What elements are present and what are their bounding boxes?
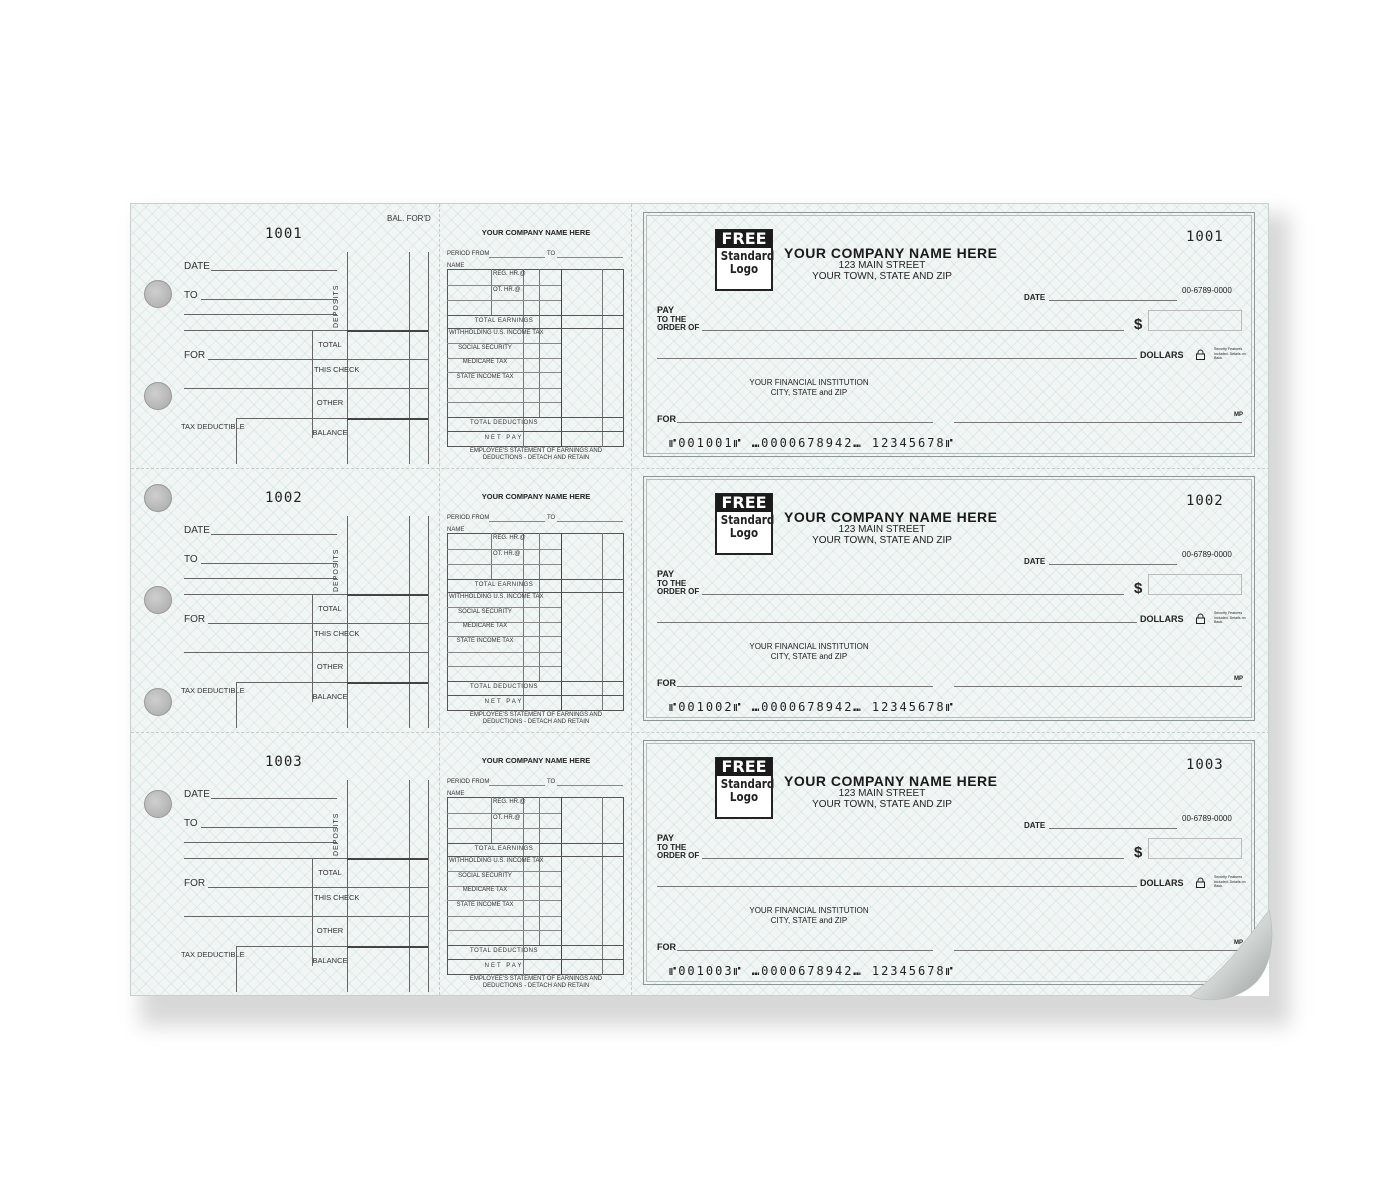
stub-total-label: TOTAL: [318, 340, 342, 349]
voucher-net-pay: NET PAY: [484, 435, 524, 441]
voucher-grid-line: [561, 797, 562, 975]
stub-rule: [312, 916, 428, 917]
free-standard-logo: [715, 757, 773, 819]
security-features-note: Security Features Included. Details on Back.: [1214, 347, 1246, 360]
voucher-medicare: MEDICARE TAX: [462, 623, 508, 629]
voucher-grid-line: [447, 343, 561, 344]
check-date-line: [1049, 564, 1177, 565]
binder-hole: [144, 484, 172, 512]
voucher-period-line: [489, 785, 545, 786]
payee-line: [702, 330, 1124, 331]
stub-total-label: TOTAL: [318, 868, 342, 877]
bal-ford-label: BAL. FOR'D: [387, 214, 431, 223]
check-sheet: [130, 203, 1269, 996]
voucher-company-name: YOUR COMPANY NAME HERE: [481, 228, 591, 237]
stub-rule: [312, 623, 428, 624]
stub-date-label: DATE: [184, 525, 210, 536]
voucher-grid-line: [447, 813, 561, 814]
stub-to-line: [201, 563, 337, 564]
voucher-period-line: [557, 257, 623, 258]
voucher-medicare: MEDICARE TAX: [462, 359, 508, 365]
voucher-grid-line: [491, 797, 492, 843]
check-pay-label: PAY: [657, 305, 675, 315]
stub-to-label: TO: [184, 818, 198, 829]
voucher-period-line: [557, 785, 623, 786]
stub-col-line: [428, 516, 429, 728]
check-address-line-1: 123 MAIN STREET: [838, 260, 926, 271]
voucher-company-name: YOUR COMPANY NAME HERE: [481, 756, 591, 765]
stub-rule: [312, 887, 428, 888]
stub-for-line: [208, 623, 312, 624]
padlock-icon: [1196, 347, 1205, 358]
voucher-statement: EMPLOYEE'S STATEMENT OF EARNINGS AND DEDUCTIONS - DETACH AND RETAIN: [469, 976, 603, 989]
stub-balance-label: BALANCE: [312, 692, 348, 701]
voucher-grid-line: [447, 607, 561, 608]
check-date-line: [1049, 828, 1177, 829]
stub-for-line-2: [184, 652, 312, 653]
check-row: [131, 204, 1269, 468]
stub-to-line: [201, 299, 337, 300]
stub-rule-heavy: [347, 946, 428, 948]
stub-check-number: 1003: [265, 754, 303, 770]
voucher-name-label: NAME: [447, 791, 465, 797]
page-curl: [1190, 910, 1290, 1006]
voucher-medicare: MEDICARE TAX: [462, 887, 508, 893]
check-row: [131, 468, 1269, 732]
voucher-grid-line: [447, 856, 624, 857]
payee-line: [702, 594, 1124, 595]
check-row: [131, 732, 1269, 996]
micr-line: ⑈001001⑈ ⑉0000678942⑉ 12345678⑈: [669, 436, 955, 450]
voucher-grid-line: [447, 285, 561, 286]
voucher-grid-line: [447, 417, 624, 418]
memo-line: [677, 950, 933, 951]
check-order-of-label: ORDER OF: [657, 323, 700, 332]
stub-col-line: [428, 780, 429, 992]
voucher-grid-line: [447, 666, 561, 667]
voucher-grid-line: [447, 916, 561, 917]
voucher-reg-hr: REG. HR.@: [493, 799, 526, 805]
stub-rule-heavy: [347, 418, 428, 420]
bank-name: YOUR FINANCIAL INSTITUTION: [749, 906, 869, 915]
check-address-line-2: YOUR TOWN, STATE AND ZIP: [812, 271, 952, 282]
voucher-period-from: PERIOD FROM: [447, 251, 490, 257]
bank-name: YOUR FINANCIAL INSTITUTION: [749, 378, 869, 387]
check-to-the-label: TO THE: [657, 579, 687, 588]
check-date-label: DATE: [1024, 293, 1046, 302]
voucher-grid-line: [447, 945, 624, 946]
voucher-reg-hr: REG. HR.@: [493, 535, 526, 541]
voucher-grid-line: [447, 402, 561, 403]
security-features-note: Security Features Included. Details on Back.: [1214, 875, 1246, 888]
voucher-statement: EMPLOYEE'S STATEMENT OF EARNINGS AND DEDUCTIONS - DETACH AND RETAIN: [469, 448, 603, 461]
signature-line: [954, 422, 1242, 423]
binder-hole: [144, 790, 172, 818]
voucher-grid-line: [602, 797, 603, 975]
voucher-name-label: NAME: [447, 527, 465, 533]
logo-free-text: FREE: [716, 758, 772, 776]
check-number: 1001: [1186, 229, 1224, 245]
stub-other-label: OTHER: [316, 662, 344, 671]
stub-for-line: [208, 359, 312, 360]
voucher-grid-line: [447, 828, 561, 829]
voucher-grid-line: [447, 652, 561, 653]
dollar-sign: $: [1134, 316, 1143, 333]
stub-date-line: [211, 534, 337, 535]
stub-for-line-2: [184, 916, 312, 917]
deposits-label: DEPOSITS: [333, 284, 340, 328]
stub-col-line: [312, 330, 313, 438]
voucher-grid-line: [447, 900, 561, 901]
voucher-statement: EMPLOYEE'S STATEMENT OF EARNINGS AND DEDUCTIONS - DETACH AND RETAIN: [469, 712, 603, 725]
stub-tax-deductible-label: TAX DEDUCTIBLE: [181, 950, 245, 959]
check-company-name: YOUR COMPANY NAME HERE: [784, 245, 998, 261]
stub-for-label: FOR: [184, 614, 206, 625]
check-pay-label: PAY: [657, 569, 675, 579]
voucher-period-to: TO: [547, 251, 556, 257]
stub-to-label: TO: [184, 554, 198, 565]
voucher-grid-line: [447, 549, 561, 550]
padlock-icon: [1196, 611, 1205, 622]
logo-logo-text: Logo: [729, 262, 759, 276]
voucher-ot-hr: OT. HR.@: [493, 815, 521, 821]
voucher-company-name: YOUR COMPANY NAME HERE: [481, 492, 591, 501]
voucher-period-line: [489, 521, 545, 522]
bank-city: CITY, STATE and ZIP: [770, 388, 848, 397]
stub-rule-heavy: [347, 594, 428, 596]
stub-to-label: TO: [184, 290, 198, 301]
check-to-the-label: TO THE: [657, 315, 687, 324]
voucher-grid-line: [491, 533, 492, 579]
dollar-sign: $: [1134, 844, 1143, 861]
stub-col-line: [428, 252, 429, 464]
voucher-period-to: TO: [547, 515, 556, 521]
stub-balance-label: BALANCE: [312, 956, 348, 965]
check-routing-fraction: 00-6789-0000: [1182, 550, 1232, 559]
payee-line: [702, 858, 1124, 859]
amount-words-line: [657, 622, 1137, 623]
voucher-grid-line: [447, 564, 561, 565]
voucher-ot-hr: OT. HR.@: [493, 551, 521, 557]
binder-hole: [144, 382, 172, 410]
voucher-grid-line: [561, 269, 562, 447]
check-panel: [643, 476, 1255, 721]
voucher-ot-hr: OT. HR.@: [493, 287, 521, 293]
voucher-grid-line: [447, 300, 561, 301]
stub-col-line: [236, 946, 237, 992]
binder-hole: [144, 688, 172, 716]
check-company-name: YOUR COMPANY NAME HERE: [784, 773, 998, 789]
check-panel: [643, 212, 1255, 457]
voucher-grid-line: [491, 269, 492, 315]
check-number: 1003: [1186, 757, 1224, 773]
check-for-label: FOR: [657, 942, 676, 952]
check-company-name: YOUR COMPANY NAME HERE: [784, 509, 998, 525]
logo-logo-text: Logo: [729, 526, 759, 540]
check-order-of-label: ORDER OF: [657, 851, 700, 860]
voucher-period-to: TO: [547, 779, 556, 785]
voucher-period-line: [489, 257, 545, 258]
voucher-social-security: SOCIAL SECURITY: [458, 609, 512, 615]
stub-to-line-2: [184, 842, 337, 843]
amount-words-line: [657, 358, 1137, 359]
bank-city: CITY, STATE and ZIP: [770, 652, 848, 661]
deposits-label: DEPOSITS: [333, 548, 340, 592]
stub-date-label: DATE: [184, 789, 210, 800]
deposits-label: DEPOSITS: [333, 812, 340, 856]
stub-rule-heavy: [347, 330, 428, 332]
stub-col-line: [409, 780, 410, 992]
stub-to-line: [201, 827, 337, 828]
security-features-note: Security Features Included. Details on Back.: [1214, 611, 1246, 624]
stub-for-label: FOR: [184, 350, 206, 361]
micr-line: ⑈001003⑈ ⑉0000678942⑉ 12345678⑈: [669, 964, 955, 978]
stub-rule-heavy: [347, 682, 428, 684]
voucher-grid-line: [447, 372, 561, 373]
stub-this-check-label: THIS CHECK: [314, 893, 360, 902]
mp-mark: MP: [1234, 676, 1243, 682]
check-address-line-1: 123 MAIN STREET: [838, 788, 926, 799]
check-routing-fraction: 00-6789-0000: [1182, 814, 1232, 823]
amount-box[interactable]: [1148, 838, 1242, 859]
stub-rule: [312, 388, 428, 389]
voucher-total-earnings: TOTAL EARNINGS: [474, 846, 534, 852]
stub-tax-deductible-label: TAX DEDUCTIBLE: [181, 686, 245, 695]
amount-words-line: [657, 886, 1137, 887]
stub-col-line: [312, 594, 313, 702]
stub-other-label: OTHER: [316, 398, 344, 407]
stub-col-line: [409, 516, 410, 728]
stub-to-line-2: [184, 314, 337, 315]
voucher-grid-line: [447, 959, 624, 960]
logo-standard-text: Standard: [720, 777, 775, 791]
voucher-withholding: WITHHOLDING U.S. INCOME TAX: [449, 594, 544, 600]
stub-rule: [312, 652, 428, 653]
stub-for-label: FOR: [184, 878, 206, 889]
check-panel: [643, 740, 1255, 985]
stub-col-line: [312, 858, 313, 966]
check-routing-fraction: 00-6789-0000: [1182, 286, 1232, 295]
voucher-grid-line: [602, 269, 603, 447]
stub-balance-label: BALANCE: [312, 428, 348, 437]
voucher-grid-line: [561, 533, 562, 711]
dollar-sign: $: [1134, 580, 1143, 597]
voucher-withholding: WITHHOLDING U.S. INCOME TAX: [449, 330, 544, 336]
voucher-grid-line: [447, 695, 624, 696]
voucher-grid-line: [447, 681, 624, 682]
voucher-total-deductions: TOTAL DEDUCTIONS: [470, 684, 538, 690]
voucher-grid-line: [447, 579, 624, 580]
mp-mark: MP: [1234, 940, 1243, 946]
stub-col-line: [236, 682, 237, 728]
stub-col-line: [236, 418, 237, 464]
stub-tax-deductible-label: TAX DEDUCTIBLE: [181, 422, 245, 431]
stub-for-line: [208, 887, 312, 888]
voucher-name-label: NAME: [447, 263, 465, 269]
check-address-line-1: 123 MAIN STREET: [838, 524, 926, 535]
bank-name: YOUR FINANCIAL INSTITUTION: [749, 642, 869, 651]
voucher-total-earnings: TOTAL EARNINGS: [474, 318, 534, 324]
signature-line: [954, 686, 1242, 687]
stub-date-line: [211, 798, 337, 799]
amount-box[interactable]: [1148, 574, 1242, 595]
dollars-label: DOLLARS: [1140, 614, 1184, 624]
check-number: 1002: [1186, 493, 1224, 509]
voucher-social-security: SOCIAL SECURITY: [458, 873, 512, 879]
check-for-label: FOR: [657, 678, 676, 688]
voucher-grid-line: [447, 328, 624, 329]
stub-for-line-2: [184, 388, 312, 389]
memo-line: [677, 686, 933, 687]
check-order-of-label: ORDER OF: [657, 587, 700, 596]
stub-date-line: [211, 270, 337, 271]
voucher-period-from: PERIOD FROM: [447, 515, 490, 521]
voucher-grid-line: [447, 843, 624, 844]
binder-hole: [144, 586, 172, 614]
check-pay-label: PAY: [657, 833, 675, 843]
voucher-reg-hr: REG. HR.@: [493, 271, 526, 277]
voucher-state-tax: STATE INCOME TAX: [456, 902, 514, 908]
logo-standard-text: Standard: [720, 249, 775, 263]
voucher-grid-line: [447, 315, 624, 316]
voucher-net-pay: NET PAY: [484, 963, 524, 969]
check-address-line-2: YOUR TOWN, STATE AND ZIP: [812, 799, 952, 810]
voucher-state-tax: STATE INCOME TAX: [456, 374, 514, 380]
check-to-the-label: TO THE: [657, 843, 687, 852]
logo-free-text: FREE: [716, 494, 772, 512]
voucher-grid-line: [447, 388, 561, 389]
voucher-total-deductions: TOTAL DEDUCTIONS: [470, 420, 538, 426]
stub-total-label: TOTAL: [318, 604, 342, 613]
logo-standard-text: Standard: [720, 513, 775, 527]
voucher-state-tax: STATE INCOME TAX: [456, 638, 514, 644]
stub-this-check-label: THIS CHECK: [314, 629, 360, 638]
check-for-label: FOR: [657, 414, 676, 424]
bank-city: CITY, STATE and ZIP: [770, 916, 848, 925]
logo-free-text: FREE: [716, 230, 772, 248]
check-date-label: DATE: [1024, 557, 1046, 566]
free-standard-logo: [715, 493, 773, 555]
micr-line: ⑈001002⑈ ⑉0000678942⑉ 12345678⑈: [669, 700, 955, 714]
amount-box[interactable]: [1148, 310, 1242, 331]
stub-to-line-2: [184, 578, 337, 579]
voucher-grid-line: [447, 636, 561, 637]
voucher-net-pay: NET PAY: [484, 699, 524, 705]
stub-date-label: DATE: [184, 261, 210, 272]
voucher-grid-line: [447, 930, 561, 931]
voucher-period-line: [557, 521, 623, 522]
stub-rule-heavy: [347, 858, 428, 860]
voucher-period-from: PERIOD FROM: [447, 779, 490, 785]
voucher-total-deductions: TOTAL DEDUCTIONS: [470, 948, 538, 954]
voucher-grid-line: [602, 533, 603, 711]
memo-line: [677, 422, 933, 423]
dollars-label: DOLLARS: [1140, 350, 1184, 360]
voucher-grid-line: [447, 871, 561, 872]
check-address-line-2: YOUR TOWN, STATE AND ZIP: [812, 535, 952, 546]
voucher-total-earnings: TOTAL EARNINGS: [474, 582, 534, 588]
stub-this-check-label: THIS CHECK: [314, 365, 360, 374]
check-date-label: DATE: [1024, 821, 1046, 830]
stub-check-number: 1001: [265, 226, 303, 242]
check-date-line: [1049, 300, 1177, 301]
logo-logo-text: Logo: [729, 790, 759, 804]
voucher-social-security: SOCIAL SECURITY: [458, 345, 512, 351]
voucher-grid-line: [447, 592, 624, 593]
voucher-grid-line: [447, 431, 624, 432]
stub-rule: [312, 359, 428, 360]
dollars-label: DOLLARS: [1140, 878, 1184, 888]
voucher-withholding: WITHHOLDING U.S. INCOME TAX: [449, 858, 544, 864]
stub-other-label: OTHER: [316, 926, 344, 935]
stub-check-number: 1002: [265, 490, 303, 506]
padlock-icon: [1196, 875, 1205, 886]
free-standard-logo: [715, 229, 773, 291]
mp-mark: MP: [1234, 412, 1243, 418]
binder-hole: [144, 280, 172, 308]
stub-col-line: [409, 252, 410, 464]
